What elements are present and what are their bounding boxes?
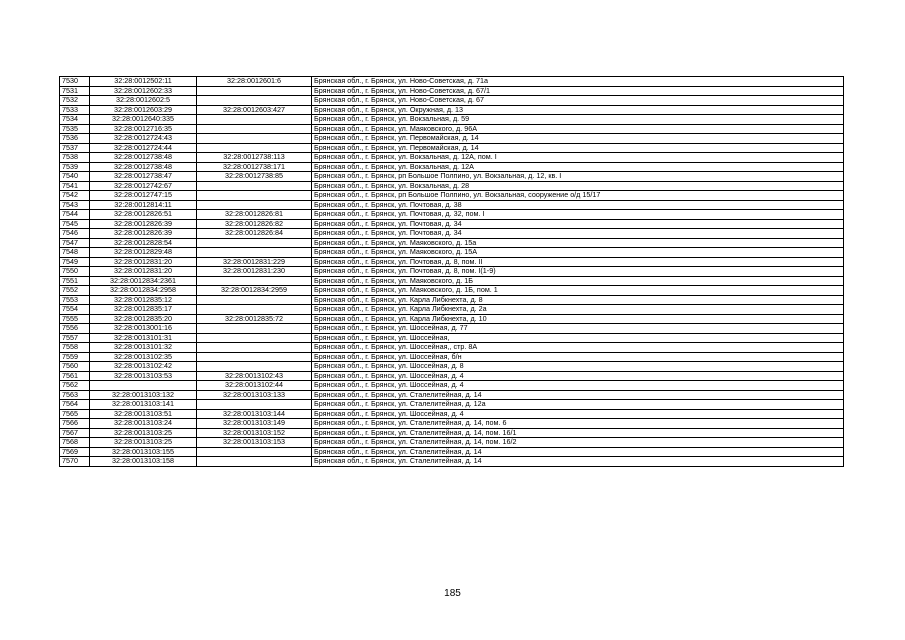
related-cadastral-number-cell: 32:28:0013103:133 <box>197 390 312 400</box>
related-cadastral-number-cell: 32:28:0012834:2959 <box>197 286 312 296</box>
address-cell: Брянская обл., г. Брянск, ул. Почтовая, д. 34 <box>312 219 844 229</box>
page-number: 185 <box>444 588 461 599</box>
cadastral-number-cell: 32:28:0012747:15 <box>90 191 197 201</box>
row-number-cell: 7549 <box>60 257 90 267</box>
row-number-cell: 7550 <box>60 267 90 277</box>
address-cell: Брянская обл., г. Брянск, ул. Шоссейная, д. 77 <box>312 324 844 334</box>
table-row <box>60 324 844 334</box>
cadastral-number-cell: 32:28:0012828:54 <box>90 238 197 248</box>
row-number-cell: 7561 <box>60 371 90 381</box>
cadastral-number-cell: 32:28:0012831:20 <box>90 267 197 277</box>
row-number-cell: 7553 <box>60 295 90 305</box>
address-cell: Брянская обл., г. Брянск, ул. Сталелитейная, д. 14 <box>312 390 844 400</box>
table-row <box>60 172 844 182</box>
cadastral-number-cell: 32:28:0012502:11 <box>90 77 197 87</box>
row-number-cell: 7560 <box>60 362 90 372</box>
row-number-cell: 7555 <box>60 314 90 324</box>
table-row <box>60 210 844 220</box>
related-cadastral-number-cell: 32:28:0013103:152 <box>197 428 312 438</box>
address-cell: Брянская обл., г. Брянск, ул. Почтовая, д. 32, пом. I <box>312 210 844 220</box>
related-cadastral-number-cell <box>197 134 312 144</box>
related-cadastral-number-cell <box>197 115 312 125</box>
cadastral-number-cell: 32:28:0012603:29 <box>90 105 197 115</box>
table-row <box>60 371 844 381</box>
related-cadastral-number-cell: 32:28:0012738:113 <box>197 153 312 163</box>
row-number-cell: 7530 <box>60 77 90 87</box>
address-cell: Брянская обл., г. Брянск, ул. Вокзальная, д. 28 <box>312 181 844 191</box>
cadastral-number-cell: 32:28:0012738:48 <box>90 153 197 163</box>
address-cell: Брянская обл., г. Брянск, ул. Шоссейная, д. 4 <box>312 409 844 419</box>
table-row <box>60 238 844 248</box>
row-number-cell: 7545 <box>60 219 90 229</box>
cadastral-number-cell: 32:28:0012724:44 <box>90 143 197 153</box>
table-row <box>60 400 844 410</box>
row-number-cell: 7541 <box>60 181 90 191</box>
cadastral-number-cell: 32:28:0013103:155 <box>90 447 197 457</box>
table-row <box>60 219 844 229</box>
cadastral-number-cell: 32:28:0012640:335 <box>90 115 197 125</box>
related-cadastral-number-cell <box>197 200 312 210</box>
cadastral-number-cell: 32:28:0012814:11 <box>90 200 197 210</box>
table-row <box>60 124 844 134</box>
related-cadastral-number-cell <box>197 362 312 372</box>
table-row <box>60 96 844 106</box>
related-cadastral-number-cell <box>197 324 312 334</box>
related-cadastral-number-cell: 32:28:0012738:171 <box>197 162 312 172</box>
table-row <box>60 105 844 115</box>
table-row <box>60 305 844 315</box>
row-number-cell: 7551 <box>60 276 90 286</box>
table-body <box>60 77 844 467</box>
related-cadastral-number-cell <box>197 276 312 286</box>
cadastral-number-cell: 32:28:0012834:2361 <box>90 276 197 286</box>
address-cell: Брянская обл., г. Брянск, ул. Ново-Советская, д. 71а <box>312 77 844 87</box>
cadastral-number-cell: 32:28:0012738:47 <box>90 172 197 182</box>
cadastral-number-cell: 32:28:0013103:158 <box>90 457 197 467</box>
row-number-cell: 7546 <box>60 229 90 239</box>
address-cell: Брянская обл., г. Брянск, ул. Шоссейная, д. 4 <box>312 381 844 391</box>
address-cell: Брянская обл., г. Брянск, ул. Почтовая, д. 8, пом. I(1-9) <box>312 267 844 277</box>
related-cadastral-number-cell: 32:28:0012826:84 <box>197 229 312 239</box>
row-number-cell: 7535 <box>60 124 90 134</box>
table-row <box>60 115 844 125</box>
table-row <box>60 248 844 258</box>
cadastral-number-cell: 32:28:0012602:33 <box>90 86 197 96</box>
table-row <box>60 257 844 267</box>
table-row <box>60 191 844 201</box>
table-row <box>60 77 844 87</box>
table-row <box>60 314 844 324</box>
related-cadastral-number-cell: 32:28:0013103:153 <box>197 438 312 448</box>
table-row <box>60 86 844 96</box>
table-row <box>60 143 844 153</box>
table-row <box>60 229 844 239</box>
cadastral-number-cell: 32:28:0012826:39 <box>90 229 197 239</box>
cadastral-number-cell: 32:28:0012742:67 <box>90 181 197 191</box>
row-number-cell: 7536 <box>60 134 90 144</box>
related-cadastral-number-cell: 32:28:0013103:144 <box>197 409 312 419</box>
row-number-cell: 7544 <box>60 210 90 220</box>
cadastral-number-cell: 32:28:0012826:51 <box>90 210 197 220</box>
row-number-cell: 7537 <box>60 143 90 153</box>
related-cadastral-number-cell <box>197 333 312 343</box>
row-number-cell: 7568 <box>60 438 90 448</box>
row-number-cell: 7534 <box>60 115 90 125</box>
row-number-cell: 7540 <box>60 172 90 182</box>
table-row <box>60 390 844 400</box>
address-cell: Брянская обл., г. Брянск, ул. Маяковского, д. 15А <box>312 248 844 258</box>
row-number-cell: 7548 <box>60 248 90 258</box>
row-number-cell: 7556 <box>60 324 90 334</box>
related-cadastral-number-cell: 32:28:0012601:6 <box>197 77 312 87</box>
address-cell: Брянская обл., г. Брянск, ул. Окружная, д. 13 <box>312 105 844 115</box>
row-number-cell: 7552 <box>60 286 90 296</box>
table-row <box>60 447 844 457</box>
cadastral-number-cell: 32:28:0012831:20 <box>90 257 197 267</box>
cadastral-number-cell: 32:28:0012602:5 <box>90 96 197 106</box>
row-number-cell: 7531 <box>60 86 90 96</box>
cadastral-number-cell: 32:28:0012835:12 <box>90 295 197 305</box>
cadastral-number-cell: 32:28:0013102:42 <box>90 362 197 372</box>
cadastral-number-cell: 32:28:0013103:53 <box>90 371 197 381</box>
related-cadastral-number-cell: 32:28:0012826:81 <box>197 210 312 220</box>
address-cell: Брянская обл., г. Брянск, рп Большое Полпино, ул. Вокзальная, д. 12, кв. I <box>312 172 844 182</box>
cadastral-number-cell: 32:28:0013102:35 <box>90 352 197 362</box>
address-cell: Брянская обл., г. Брянск, ул. Шоссейная, б/н <box>312 352 844 362</box>
cadastral-number-cell: 32:28:0013103:51 <box>90 409 197 419</box>
table-row <box>60 409 844 419</box>
cadastral-number-cell: 32:28:0013101:32 <box>90 343 197 353</box>
row-number-cell: 7564 <box>60 400 90 410</box>
address-cell: Брянская обл., г. Брянск, ул. Карла Либкнехта, д. 8 <box>312 295 844 305</box>
related-cadastral-number-cell <box>197 181 312 191</box>
related-cadastral-number-cell <box>197 400 312 410</box>
cadastral-number-cell <box>90 381 197 391</box>
address-cell: Брянская обл., г. Брянск, ул. Сталелитейная, д. 14 <box>312 457 844 467</box>
address-cell: Брянская обл., г. Брянск, ул. Почтовая, д. 38 <box>312 200 844 210</box>
cadastral-number-cell: 32:28:0012829:48 <box>90 248 197 258</box>
cadastral-number-cell: 32:28:0012835:17 <box>90 305 197 315</box>
row-number-cell: 7559 <box>60 352 90 362</box>
related-cadastral-number-cell: 32:28:0012603:427 <box>197 105 312 115</box>
row-number-cell: 7543 <box>60 200 90 210</box>
table-row <box>60 362 844 372</box>
related-cadastral-number-cell: 32:28:0012835:72 <box>197 314 312 324</box>
address-cell: Брянская обл., г. Брянск, ул. Сталелитейная, д. 14, пом. 16/2 <box>312 438 844 448</box>
address-cell: Брянская обл., г. Брянск, ул. Ново-Советская, д. 67 <box>312 96 844 106</box>
related-cadastral-number-cell: 32:28:0012831:229 <box>197 257 312 267</box>
related-cadastral-number-cell: 32:28:0013102:44 <box>197 381 312 391</box>
cadastral-number-cell: 32:28:0012724:43 <box>90 134 197 144</box>
table-row <box>60 267 844 277</box>
table-row <box>60 162 844 172</box>
address-cell: Брянская обл., г. Брянск, ул. Первомайская, д. 14 <box>312 134 844 144</box>
address-cell: Брянская обл., г. Брянск, ул. Сталелитейная, д. 12а <box>312 400 844 410</box>
address-cell: Брянская обл., г. Брянск, ул. Ново-Советская, д. 67/1 <box>312 86 844 96</box>
address-cell: Брянская обл., г. Брянск, ул. Шоссейная, д. 4 <box>312 371 844 381</box>
row-number-cell: 7542 <box>60 191 90 201</box>
related-cadastral-number-cell: 32:28:0013102:43 <box>197 371 312 381</box>
address-cell: Брянская обл., г. Брянск, ул. Вокзальная, д. 59 <box>312 115 844 125</box>
address-cell: Брянская обл., г. Брянск, ул. Карла Либкнехта, д. 10 <box>312 314 844 324</box>
cadastral-number-cell: 32:28:0012826:39 <box>90 219 197 229</box>
address-cell: Брянская обл., г. Брянск, ул. Почтовая, д. 8, пом. II <box>312 257 844 267</box>
table-row <box>60 134 844 144</box>
cadastral-number-cell: 32:28:0013103:132 <box>90 390 197 400</box>
cadastral-number-cell: 32:28:0012834:2958 <box>90 286 197 296</box>
row-number-cell: 7554 <box>60 305 90 315</box>
table-row <box>60 181 844 191</box>
related-cadastral-number-cell: 32:28:0013103:149 <box>197 419 312 429</box>
address-cell: Брянская обл., г. Брянск, ул. Карла Либкнехта, д. 2а <box>312 305 844 315</box>
row-number-cell: 7539 <box>60 162 90 172</box>
row-number-cell: 7570 <box>60 457 90 467</box>
table-row <box>60 381 844 391</box>
related-cadastral-number-cell <box>197 124 312 134</box>
address-cell: Брянская обл., г. Брянск, ул. Шоссейная,, стр. 8А <box>312 343 844 353</box>
table-row <box>60 352 844 362</box>
table-row <box>60 153 844 163</box>
related-cadastral-number-cell <box>197 191 312 201</box>
related-cadastral-number-cell <box>197 143 312 153</box>
row-number-cell: 7567 <box>60 428 90 438</box>
related-cadastral-number-cell <box>197 295 312 305</box>
table-row <box>60 419 844 429</box>
address-cell: Брянская обл., г. Брянск, ул. Сталелитейная, д. 14 <box>312 447 844 457</box>
cadastral-number-cell: 32:28:0013103:25 <box>90 428 197 438</box>
address-cell: Брянская обл., г. Брянск, ул. Маяковского, д. 15а <box>312 238 844 248</box>
row-number-cell: 7562 <box>60 381 90 391</box>
related-cadastral-number-cell: 32:28:0012826:82 <box>197 219 312 229</box>
row-number-cell: 7547 <box>60 238 90 248</box>
row-number-cell: 7538 <box>60 153 90 163</box>
cadastral-number-cell: 32:28:0013101:31 <box>90 333 197 343</box>
related-cadastral-number-cell: 32:28:0012738:85 <box>197 172 312 182</box>
row-number-cell: 7557 <box>60 333 90 343</box>
table-row <box>60 200 844 210</box>
address-cell: Брянская обл., г. Брянск, ул. Вокзальная, д. 12А, пом. I <box>312 153 844 163</box>
related-cadastral-number-cell: 32:28:0012831:230 <box>197 267 312 277</box>
cadastral-number-cell: 32:28:0012738:48 <box>90 162 197 172</box>
table-row <box>60 333 844 343</box>
row-number-cell: 7532 <box>60 96 90 106</box>
table-row <box>60 457 844 467</box>
related-cadastral-number-cell <box>197 86 312 96</box>
table-row <box>60 276 844 286</box>
cadastral-number-cell: 32:28:0013001:16 <box>90 324 197 334</box>
table-row <box>60 438 844 448</box>
related-cadastral-number-cell <box>197 352 312 362</box>
related-cadastral-number-cell <box>197 238 312 248</box>
related-cadastral-number-cell <box>197 447 312 457</box>
row-number-cell: 7533 <box>60 105 90 115</box>
row-number-cell: 7566 <box>60 419 90 429</box>
row-number-cell: 7558 <box>60 343 90 353</box>
cadastral-number-cell: 32:28:0012716:35 <box>90 124 197 134</box>
address-cell: Брянская обл., г. Брянск, ул. Почтовая, д. 34 <box>312 229 844 239</box>
related-cadastral-number-cell <box>197 305 312 315</box>
table-row <box>60 428 844 438</box>
address-cell: Брянская обл., г. Брянск, ул. Вокзальная, д. 12А <box>312 162 844 172</box>
address-cell: Брянская обл., г. Брянск, ул. Маяковского, д. 1Б, пом. 1 <box>312 286 844 296</box>
cadastral-number-cell: 32:28:0013103:24 <box>90 419 197 429</box>
related-cadastral-number-cell <box>197 457 312 467</box>
address-cell: Брянская обл., г. Брянск, рп Большое Полпино, ул. Вокзальная, сооружение о/д 15/17 <box>312 191 844 201</box>
cadastral-number-cell: 32:28:0013103:141 <box>90 400 197 410</box>
property-register-table <box>59 76 844 467</box>
table-row <box>60 295 844 305</box>
related-cadastral-number-cell <box>197 248 312 258</box>
address-cell: Брянская обл., г. Брянск, ул. Первомайская, д. 14 <box>312 143 844 153</box>
row-number-cell: 7569 <box>60 447 90 457</box>
address-cell: Брянская обл., г. Брянск, ул. Шоссейная, д. 8 <box>312 362 844 372</box>
address-cell: Брянская обл., г. Брянск, ул. Сталелитейная, д. 14, пом. 6 <box>312 419 844 429</box>
cadastral-number-cell: 32:28:0012835:20 <box>90 314 197 324</box>
cadastral-number-cell: 32:28:0013103:25 <box>90 438 197 448</box>
address-cell: Брянская обл., г. Брянск, ул. Шоссейная, <box>312 333 844 343</box>
address-cell: Брянская обл., г. Брянск, ул. Маяковского, д. 96А <box>312 124 844 134</box>
row-number-cell: 7563 <box>60 390 90 400</box>
address-cell: Брянская обл., г. Брянск, ул. Маяковского, д. 1Б <box>312 276 844 286</box>
table-row <box>60 286 844 296</box>
address-cell: Брянская обл., г. Брянск, ул. Сталелитейная, д. 14, пом. 16/1 <box>312 428 844 438</box>
related-cadastral-number-cell <box>197 343 312 353</box>
row-number-cell: 7565 <box>60 409 90 419</box>
table-row <box>60 343 844 353</box>
related-cadastral-number-cell <box>197 96 312 106</box>
